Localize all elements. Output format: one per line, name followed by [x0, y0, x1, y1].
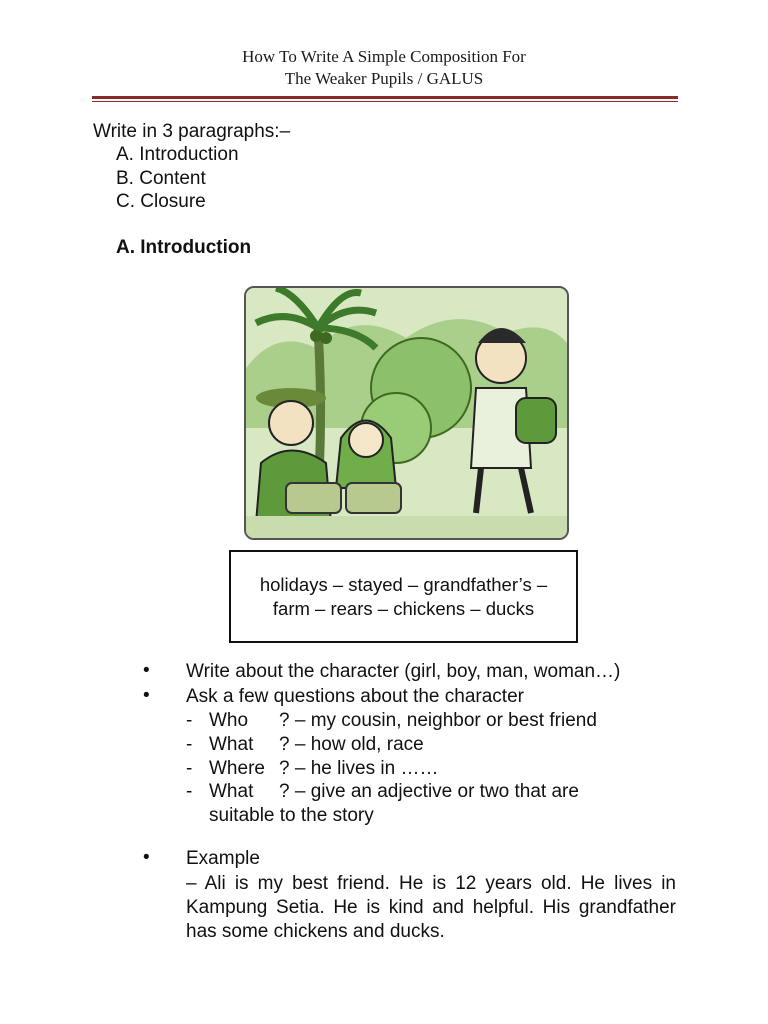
bullet-questions: Ask a few questions about the character	[186, 686, 524, 707]
header-line-2: The Weaker Pupils / GALUS	[284, 69, 484, 88]
dash: -	[186, 710, 193, 731]
question-text: ? – my cousin, neighbor or best friend	[279, 710, 597, 731]
cartoon-scene-image	[244, 286, 569, 540]
keyword-line-2: farm – rears – chickens – ducks	[272, 598, 535, 619]
header-line-1: How To Write A Simple Composition For	[242, 47, 526, 66]
question-continuation: suitable to the story	[209, 805, 374, 826]
question-word: What	[209, 734, 254, 755]
section-heading: A. Introduction	[116, 237, 252, 258]
document-header	[0, 46, 768, 90]
question-what-adjective	[186, 780, 579, 804]
dash: -	[186, 781, 193, 802]
paragraph-item-c: C. Closure	[116, 191, 206, 212]
example-paragraph: – Ali is my best friend. He is 12 years old. He lives in Kampung Setia. He is kind and helpful. His grandfather has some chickens and ducks.	[186, 873, 676, 942]
keyword-box	[229, 550, 578, 643]
question-text: ? – how old, race	[279, 734, 424, 755]
question-text: ? – give an adjective or two that are	[279, 781, 579, 802]
keyword-line-1: holidays – stayed – grandfather’s –	[259, 574, 548, 595]
paragraph-item-a: A. Introduction	[116, 144, 239, 165]
question-word: Who	[209, 710, 249, 731]
paragraph-list	[116, 143, 239, 214]
dash: -	[186, 734, 193, 755]
question-who	[186, 709, 597, 733]
question-what-age	[186, 733, 424, 757]
question-word: What	[209, 781, 254, 802]
header-rule-thin	[92, 101, 678, 102]
bullet-icon: •	[143, 660, 150, 681]
question-word: Where	[209, 758, 265, 779]
dash: -	[186, 758, 193, 779]
bullet-icon: •	[143, 685, 150, 706]
paragraph-item-b: B. Content	[116, 167, 206, 189]
intro-lead: Write in 3 paragraphs:–	[93, 121, 291, 142]
bullet-example: Example	[186, 848, 260, 869]
bullet-character: Write about the character (girl, boy, man, woman…)	[186, 661, 621, 682]
header-rule-thick	[92, 96, 678, 99]
bullet-icon: •	[143, 847, 150, 868]
question-where	[186, 757, 438, 781]
question-text: ? – he lives in ……	[279, 758, 439, 779]
